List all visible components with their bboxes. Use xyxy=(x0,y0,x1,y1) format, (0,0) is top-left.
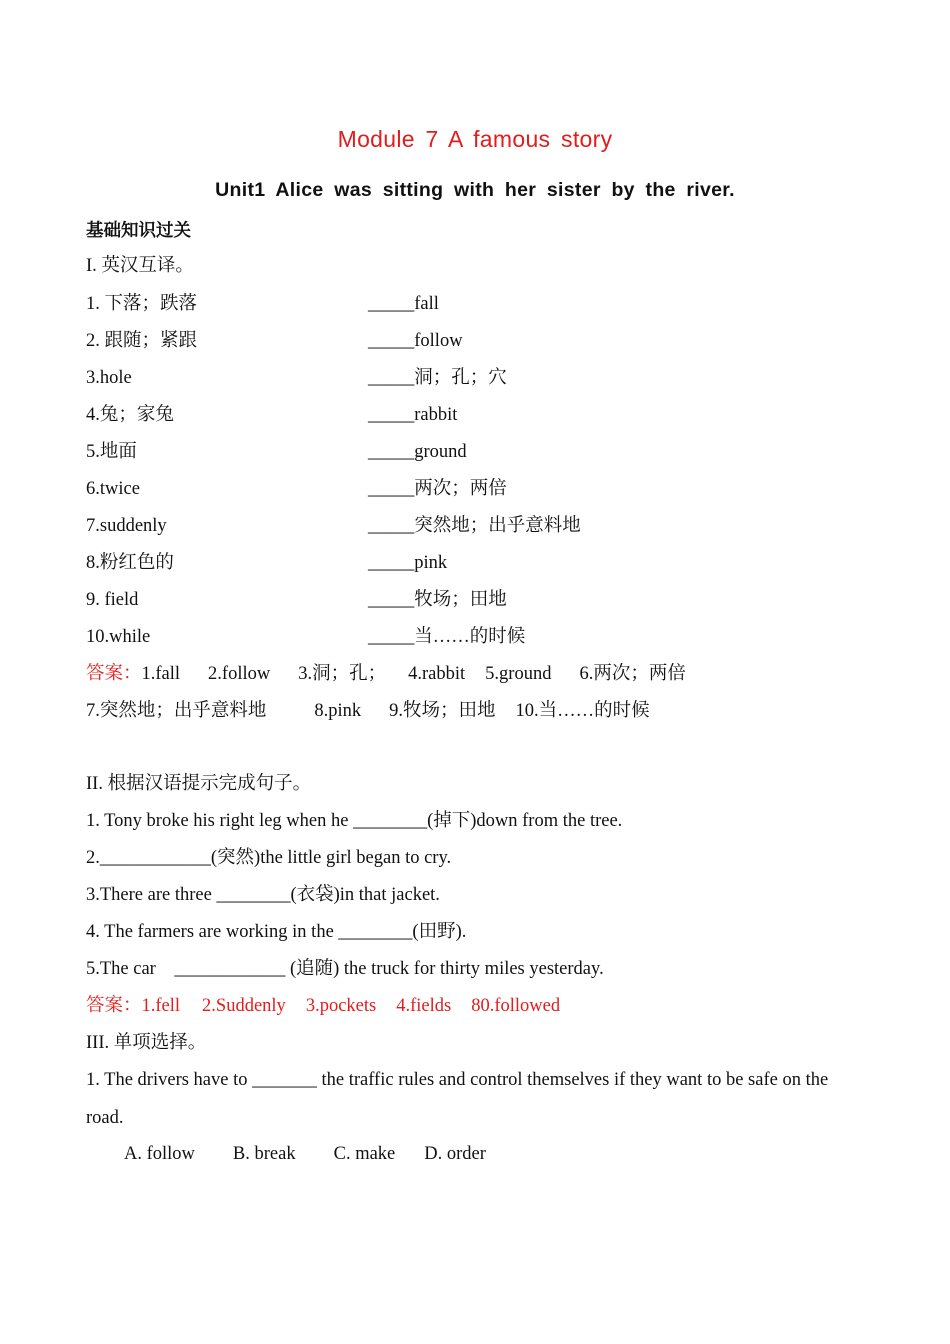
vocab-left: 1. 下落；跌落 xyxy=(86,294,198,314)
vocab-left: 3.hole xyxy=(86,368,132,388)
vocab-left: 2. 跟随；紧跟 xyxy=(86,331,198,351)
vocab-left: 6.twice xyxy=(86,479,140,499)
answer-item: 4.fields xyxy=(396,996,452,1016)
vocab-right: _____洞；孔；穴 xyxy=(368,368,507,388)
option-list xyxy=(124,1142,486,1166)
vocab-right: _____牧场；田地 xyxy=(368,590,507,610)
sentence: 1. Tony broke his right leg when he ________(掉下)down from the tree. xyxy=(86,811,623,831)
sentence: 4. The farmers are working in the ________(田野). xyxy=(86,922,467,942)
module-title: Module 7 A famous story xyxy=(337,126,613,152)
answer-label: 答案： xyxy=(86,664,142,684)
option-c: C. make xyxy=(333,1144,396,1164)
part2-answer-line xyxy=(86,994,560,1018)
vocab-right: _____突然地；出乎意料地 xyxy=(368,516,581,536)
part2-heading: II. 根据汉语提示完成句子。 xyxy=(86,774,312,794)
vocab-left: 7.suddenly xyxy=(86,516,167,536)
vocab-left: 8.粉红色的 xyxy=(86,553,174,573)
answer-item: 80.followed xyxy=(471,996,561,1016)
option-d: D. order xyxy=(424,1144,486,1164)
part3-heading: III. 单项选择。 xyxy=(86,1033,207,1053)
answer-item: 2.follow xyxy=(208,664,271,684)
vocab-right: _____follow xyxy=(368,331,463,351)
vocab-left: 9. field xyxy=(86,590,139,610)
sentence: 2.____________(突然)the little girl began to cry. xyxy=(86,848,452,868)
answer-item: 5.ground xyxy=(485,664,552,684)
vocab-right: _____pink xyxy=(368,553,448,573)
answer-item: 6.两次；两倍 xyxy=(579,664,686,684)
option-a: A. follow xyxy=(124,1144,195,1164)
part1-answer-line2 xyxy=(86,699,650,723)
answer-item: 10.当……的时候 xyxy=(515,701,650,721)
answer-item: 8.pink xyxy=(314,701,362,721)
answer-item: 3.洞；孔； xyxy=(298,664,387,684)
section-heading: 基础知识过关 xyxy=(86,221,191,241)
vocab-right: _____两次；两倍 xyxy=(368,479,507,499)
unit-subtitle: Unit1 Alice was sitting with her sister by the river. xyxy=(215,179,735,201)
option-b: B. break xyxy=(232,1144,296,1164)
part1-heading: I. 英汉互译。 xyxy=(86,256,194,276)
part1-answer-line1 xyxy=(86,662,686,686)
vocab-left: 5.地面 xyxy=(86,442,137,462)
vocab-right: _____fall xyxy=(368,294,439,314)
vocab-left: 4.兔；家兔 xyxy=(86,405,174,425)
sentence: 5.The car ____________ (追随) the truck for thirty miles yesterday. xyxy=(86,959,604,979)
vocab-right: _____rabbit xyxy=(368,405,458,425)
question-text: 1. The drivers have to _______ the traffic rules and control themselves if they want to be safe on the xyxy=(86,1070,829,1090)
answer-item: 1.fall xyxy=(141,664,181,684)
answer-item: 4.rabbit xyxy=(408,664,466,684)
sentence: 3.There are three ________(衣袋)in that jacket. xyxy=(86,885,440,905)
answer-item: 7.突然地；出乎意料地 xyxy=(86,701,267,721)
vocab-left: 10.while xyxy=(86,627,151,647)
question-text-cont: road. xyxy=(86,1108,124,1128)
answer-item: 2.Suddenly xyxy=(202,996,286,1016)
answer-item: 1.fell xyxy=(141,996,181,1016)
answer-item: 3.pockets xyxy=(305,996,377,1016)
vocab-right: _____当……的时候 xyxy=(368,627,526,647)
vocab-right: _____ground xyxy=(368,442,467,462)
answer-item: 9.牧场；田地 xyxy=(389,701,496,721)
answer-label: 答案： xyxy=(86,996,142,1016)
